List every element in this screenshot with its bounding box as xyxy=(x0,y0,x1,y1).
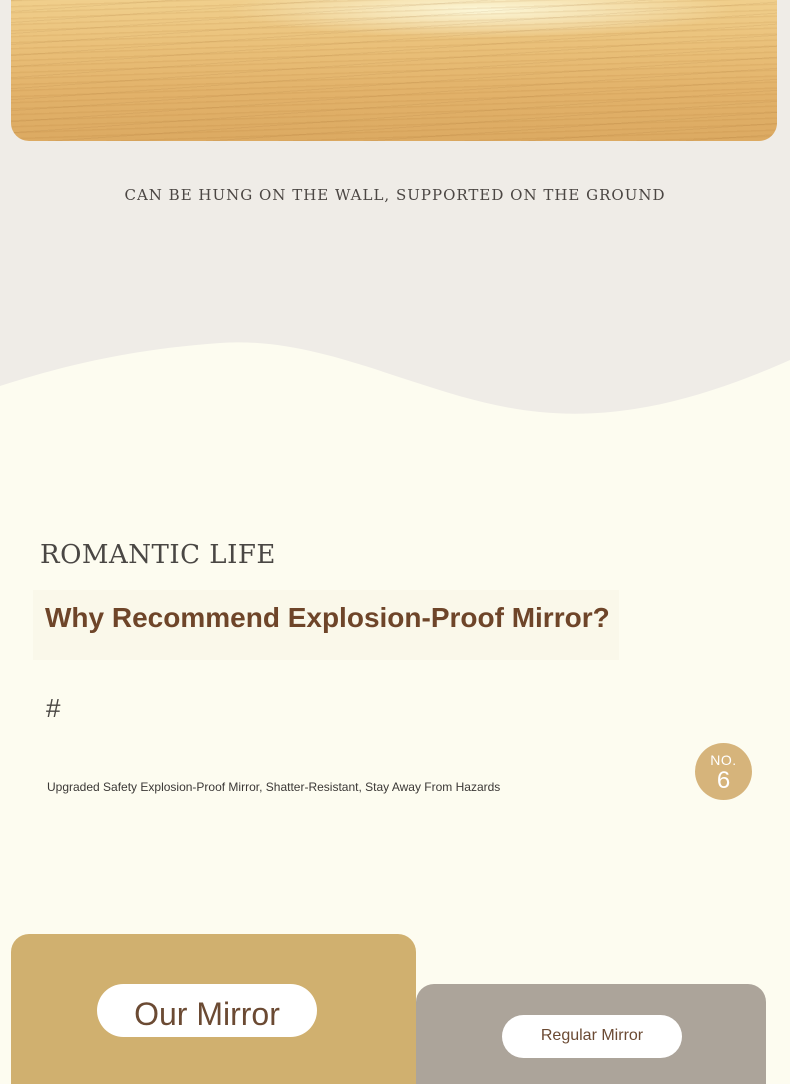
section-headline: Why Recommend Explosion-Proof Mirror? xyxy=(45,602,610,633)
hash-symbol: # xyxy=(46,693,61,723)
badge-number: 6 xyxy=(716,767,731,794)
section-eyebrow: ROMANTIC LIFE xyxy=(40,540,276,570)
wood-surface-photo xyxy=(11,0,777,141)
wave-divider xyxy=(0,330,790,430)
wood-grain-texture xyxy=(11,0,777,141)
section-description: Upgraded Safety Explosion-Proof Mirror, Shatter-Resistant, Stay Away From Hazards xyxy=(47,780,501,794)
number-badge xyxy=(695,743,752,800)
regular-mirror-label: Regular Mirror xyxy=(502,1015,682,1058)
our-mirror-label: Our Mirror xyxy=(97,984,317,1037)
mounting-tagline: CAN BE HUNG ON THE WALL, SUPPORTED ON THE GROUND xyxy=(124,186,666,204)
badge-label: NO. xyxy=(710,752,737,768)
